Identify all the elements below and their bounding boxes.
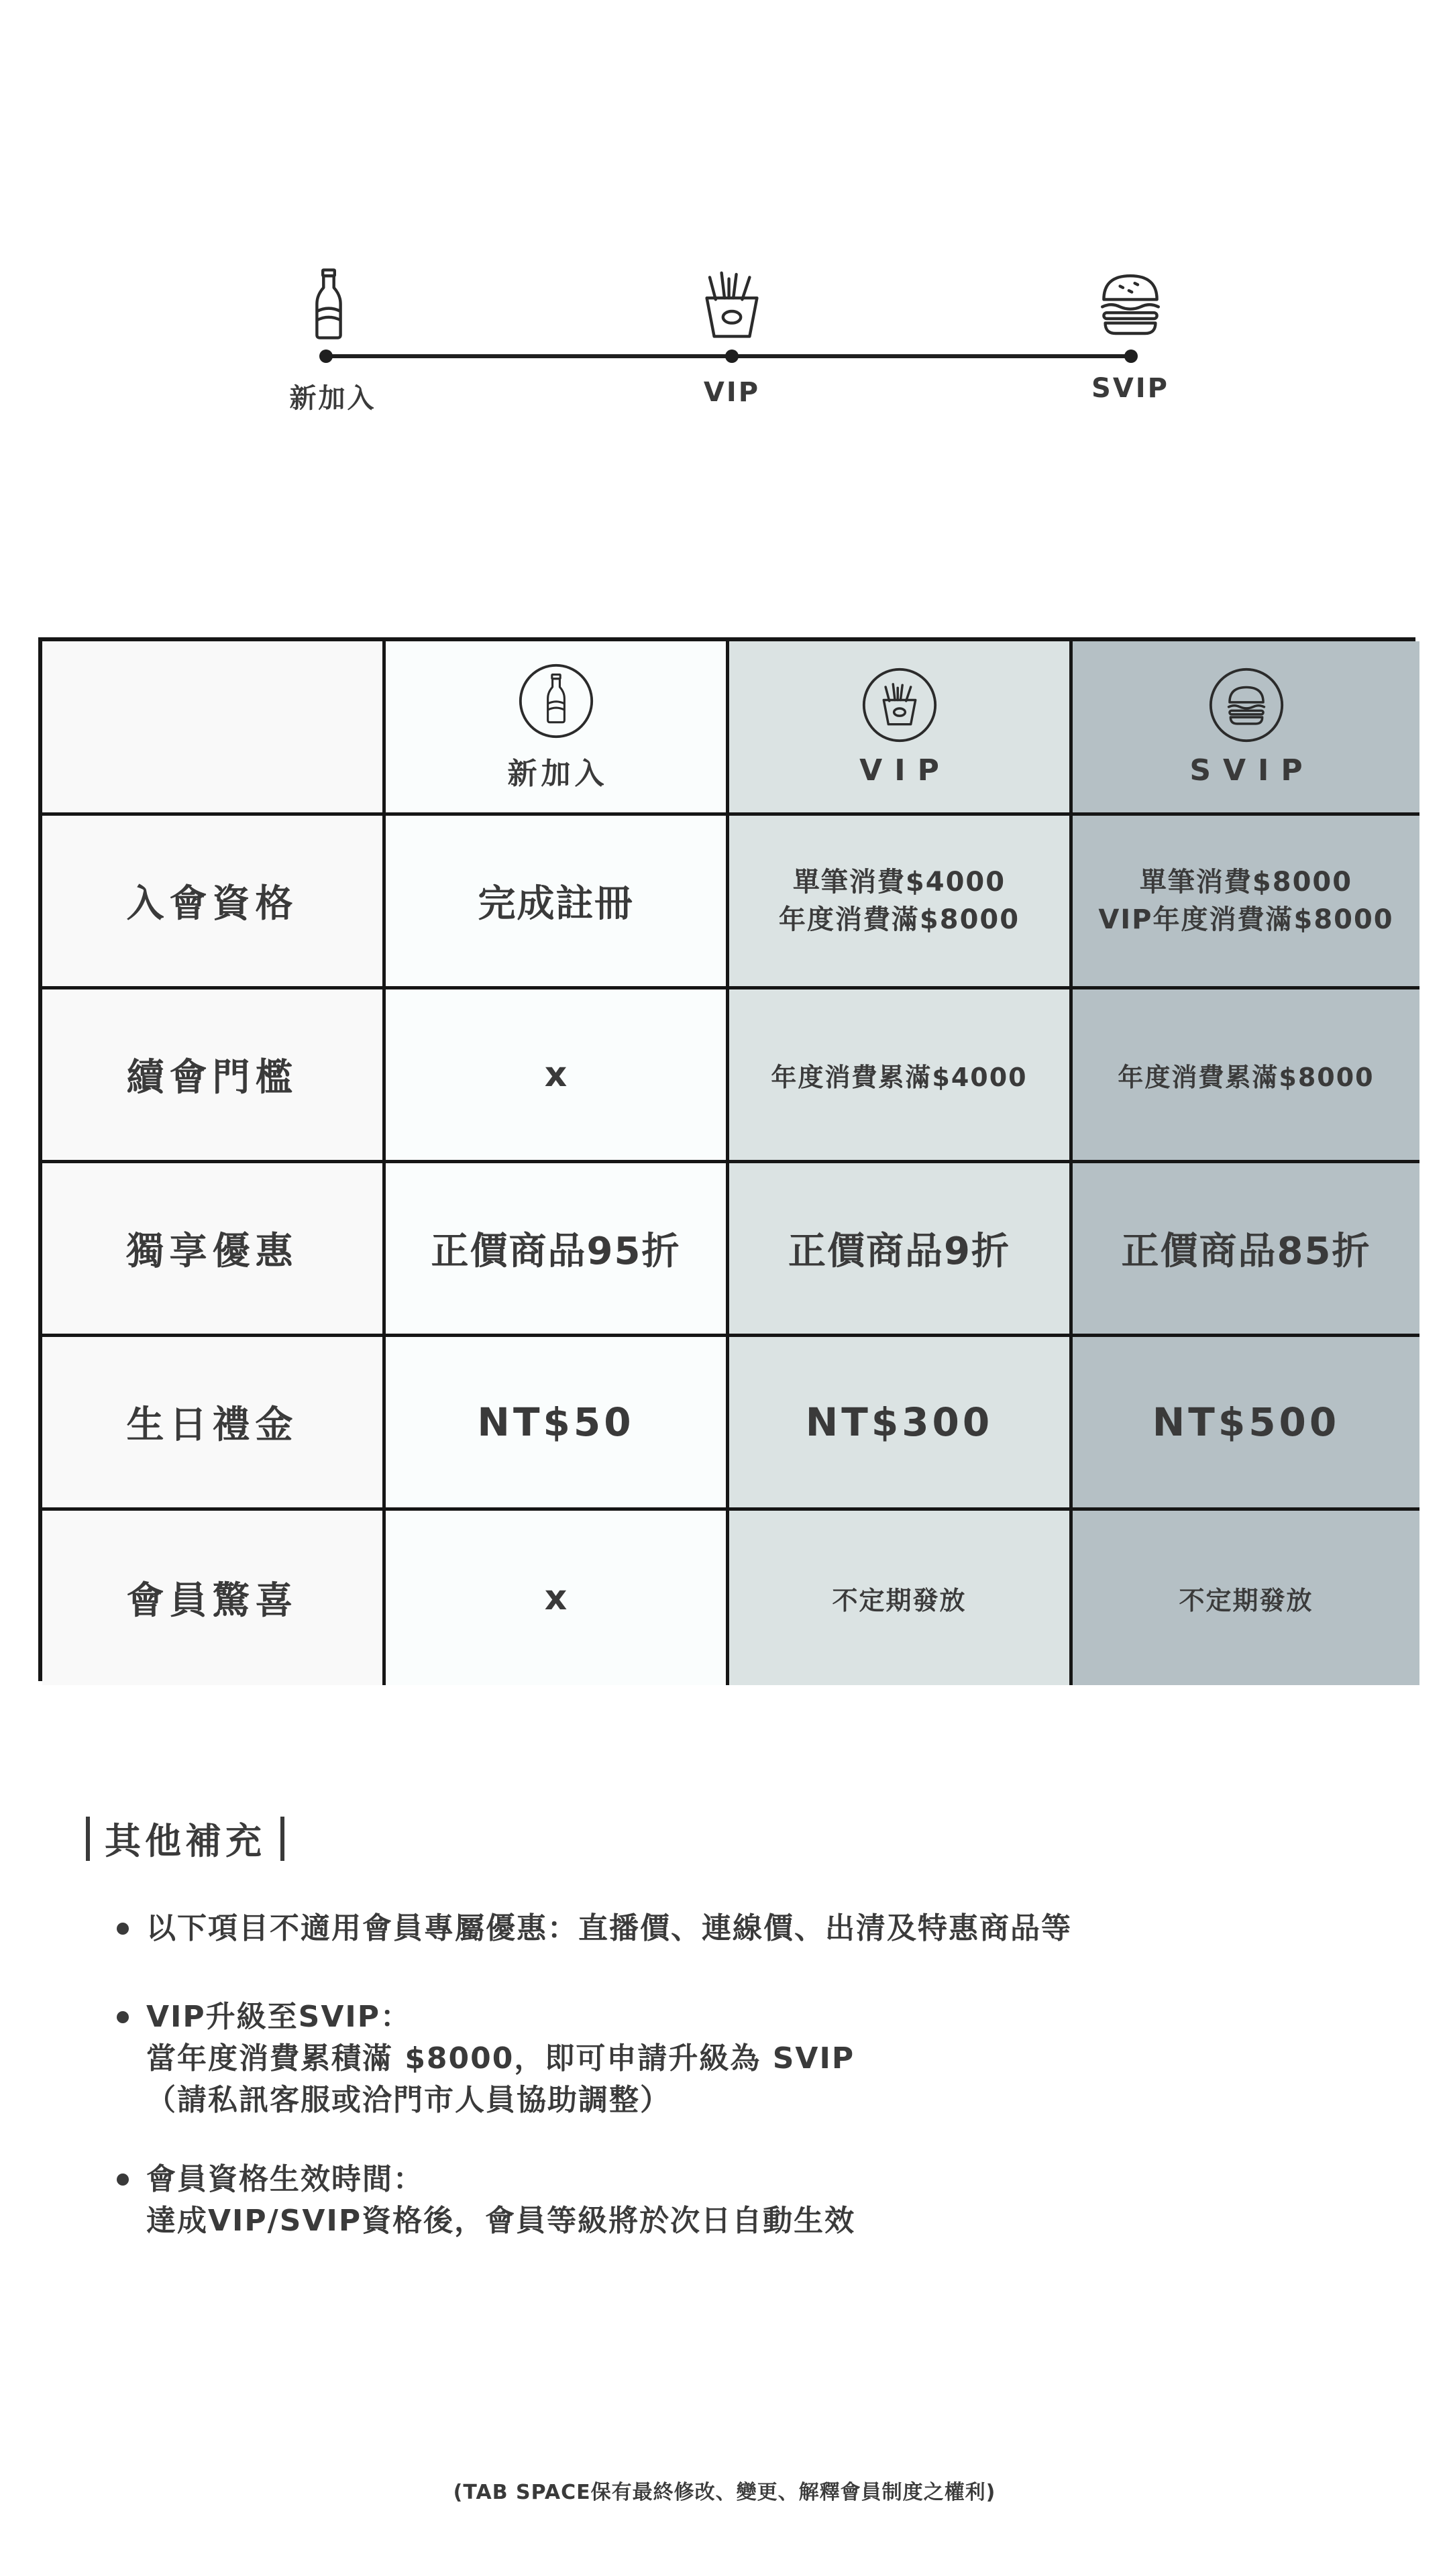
membership-timeline [0,0,1449,470]
discount-vip: 正價商品9折 [729,1163,1073,1337]
french-fries-icon [695,267,769,341]
birthday-vip: NT$300 [729,1337,1073,1511]
timeline-label-new: 新加入 [289,383,376,414]
note-item-effective [146,2159,855,2242]
eligibility-vip [729,816,1073,989]
bullet-icon [117,1923,129,1935]
discount-svip: 正價商品85折 [1073,1163,1419,1337]
bullet-icon [117,2011,129,2023]
eligibility-new: 完成註冊 [386,816,729,989]
note-line: 達成VIP/SVIP資格後，會員等級將於次日自動生效 [146,2204,856,2238]
tier-name-new: 新加入 [507,756,608,791]
renewal-vip: 年度消費累滿$4000 [729,989,1073,1163]
tier-header-new [386,641,729,816]
eligibility-svip [1073,816,1419,989]
notes-title [86,1813,299,1864]
tier-header-vip [729,641,1073,816]
birthday-svip: NT$500 [1073,1337,1419,1511]
timeline-dot-svip [1124,350,1138,363]
eligibility-vip-line2: 年度消費滿$8000 [778,904,1020,935]
discount-new: 正價商品95折 [386,1163,729,1337]
note-item-excluded [146,1908,1072,1949]
timeline-dot-new [319,350,333,363]
row-label-eligibility: 入會資格 [42,816,386,989]
eligibility-vip-line1: 單筆消費$4000 [792,867,1006,898]
soda-bottle-icon [292,267,366,341]
note-line: 當年度消費累積滿 $8000，即可申請升級為 SVIP [146,2041,855,2076]
surprise-vip: 不定期發放 [729,1511,1073,1685]
notes-title-text: 其他補充 [105,1820,266,1862]
soda-bottle-icon [517,662,595,740]
timeline-label-vip: VIP [703,377,761,408]
tier-name-svip: SVIP [1189,753,1315,788]
timeline-label-svip: SVIP [1091,373,1169,404]
eligibility-svip-line2: VIP年度消費滿$8000 [1098,904,1394,935]
row-label-birthday: 生日禮金 [42,1337,386,1511]
title-bar-left [86,1817,90,1861]
surprise-new: x [386,1511,729,1685]
table-corner-cell [42,641,386,816]
title-bar-right [280,1817,284,1861]
timeline-dot-vip [725,350,739,363]
row-label-discount: 獨享優惠 [42,1163,386,1337]
note-line: （請私訊客服或洽門市人員協助調整） [146,2083,671,2117]
note-line: VIP升級至SVIP： [146,2000,412,2034]
birthday-new: NT$50 [386,1337,729,1511]
burger-icon [1208,666,1285,744]
burger-icon [1093,267,1167,341]
surprise-svip: 不定期發放 [1073,1511,1419,1685]
eligibility-svip-line1: 單筆消費$8000 [1139,867,1353,898]
footer-disclaimer: (TAB SPACE保有最終修改、變更、解釋會員制度之權利) [453,2481,996,2504]
bullet-icon [117,2174,129,2186]
tier-header-svip [1073,641,1419,816]
renewal-new: x [386,989,729,1163]
renewal-svip: 年度消費累滿$8000 [1073,989,1419,1163]
tier-name-vip: VIP [859,753,951,788]
membership-table [38,637,1415,1681]
french-fries-icon [861,666,938,744]
note-item-upgrade [146,1996,855,2121]
note-line: 以下項目不適用會員專屬優惠：直播價、連線價、出清及特惠商品等 [146,1911,1072,1945]
row-label-renewal: 續會門檻 [42,989,386,1163]
row-label-surprise: 會員驚喜 [42,1511,386,1685]
note-line: 會員資格生效時間： [146,2162,424,2196]
